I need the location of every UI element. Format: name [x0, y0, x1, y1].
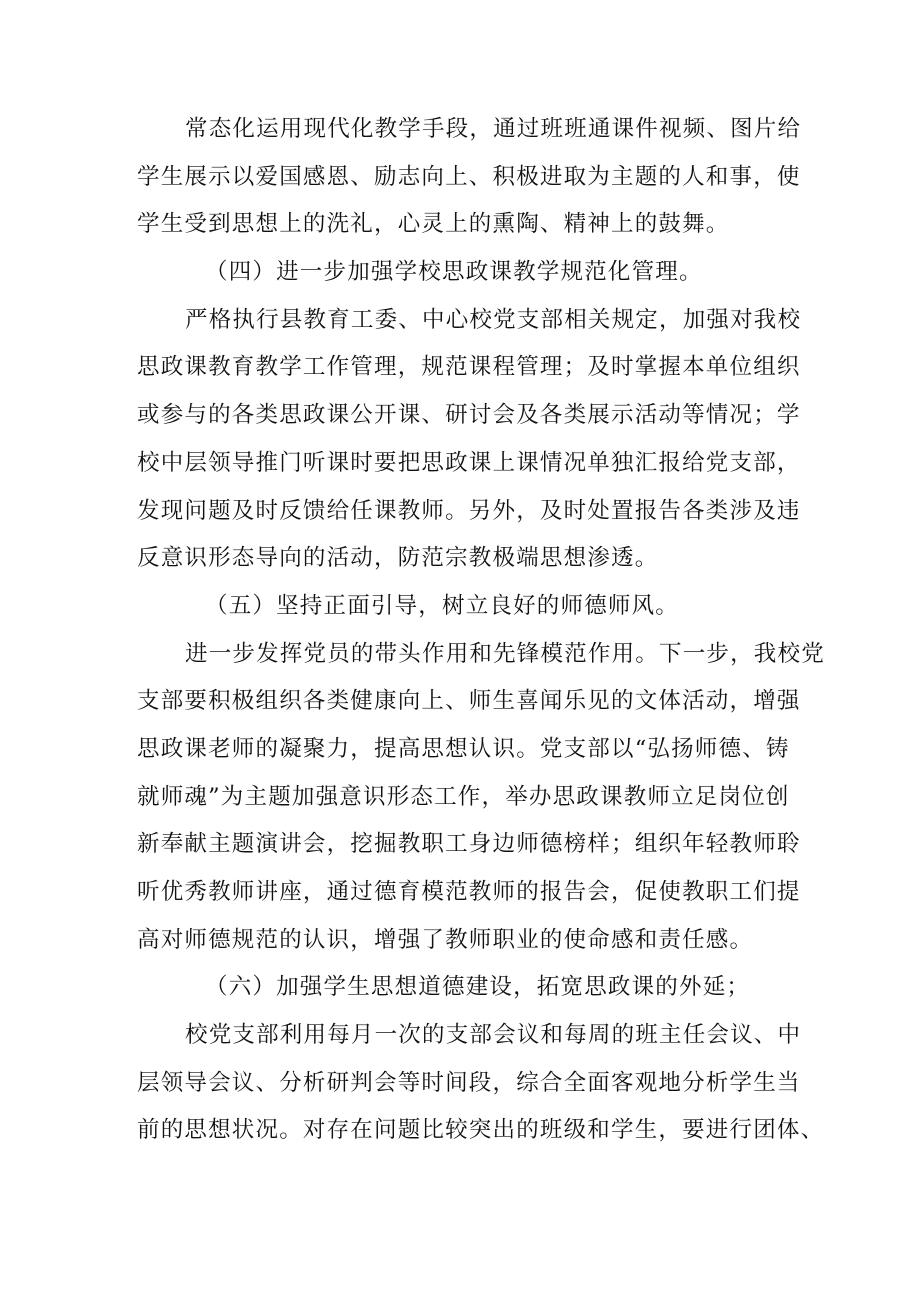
paragraph-line: 支部要积极组织各类健康向上、师生喜闻乐见的文体活动，增强 [137, 688, 801, 715]
paragraph-line: 进一步发挥党员的带头作用和先锋模范作用。下一步，我校党 [185, 640, 825, 667]
paragraph-line: 严格执行县教育工委、中心校党支部相关规定，加强对我校 [185, 306, 802, 333]
section-heading-four: （四）进一步加强学校思政课教学规范化管理。 [205, 259, 703, 286]
section-heading-six: （六）加强学生思想道德建设，拓宽思政课的外延； [205, 974, 751, 1001]
paragraph-line: 或参与的各类思政课公开课、研讨会及各类展示活动等情况；学 [137, 402, 801, 429]
paragraph-line: 新奉献主题演讲会，挖掘教职工身边师德榜样；组织年轻教师聆 [137, 831, 801, 858]
section-heading-five: （五）坚持正面引导，树立良好的师德师风。 [205, 592, 680, 619]
document-body [137, 106, 825, 1155]
paragraph-line: 听优秀教师讲座，通过德育模范教师的报告会，促使教职工们提 [137, 879, 801, 905]
paragraph-line: 前的思想状况。对存在问题比较突出的班级和学生，要进行团体、 [137, 1117, 825, 1144]
paragraph-line: 层领导会议、分析研判会等时间段，综合全面客观地分析学生当 [137, 1069, 801, 1096]
paragraph-line: 校党支部利用每月一次的支部会议和每周的班主任会议、中 [185, 1022, 802, 1049]
paragraph-line: 发现问题及时反馈给任课教师。另外，及时处置报告各类涉及违 [137, 497, 801, 524]
paragraph-line: 学生受到思想上的洗礼，心灵上的熏陶、精神上的鼓舞。 [137, 211, 730, 238]
paragraph-line: 就师魂”为主题加强意识形态工作，举办思政课教师立足岗位创 [137, 783, 790, 810]
paragraph-line: 校中层领导推门听课时要把思政课上课情况单独汇报给党支部， [137, 449, 801, 476]
paragraph-line: 反意识形态导向的活动，防范宗教极端思想渗透。 [137, 545, 659, 572]
paragraph-line: 思政课教育教学工作管理，规范课程管理；及时掌握本单位组织 [137, 354, 801, 381]
paragraph-line: 常态化运用现代化教学手段，通过班班通课件视频、图片给 [185, 116, 802, 142]
paragraph-line: 思政课老师的凝聚力，提高思想认识。党支部以“弘扬师德、铸 [137, 735, 790, 762]
paragraph-line: 学生展示以爱国感恩、励志向上、积极进取为主题的人和事，使 [137, 163, 801, 190]
paragraph-line: 高对师德规范的认识，增强了教师职业的使命感和责任感。 [137, 926, 754, 953]
